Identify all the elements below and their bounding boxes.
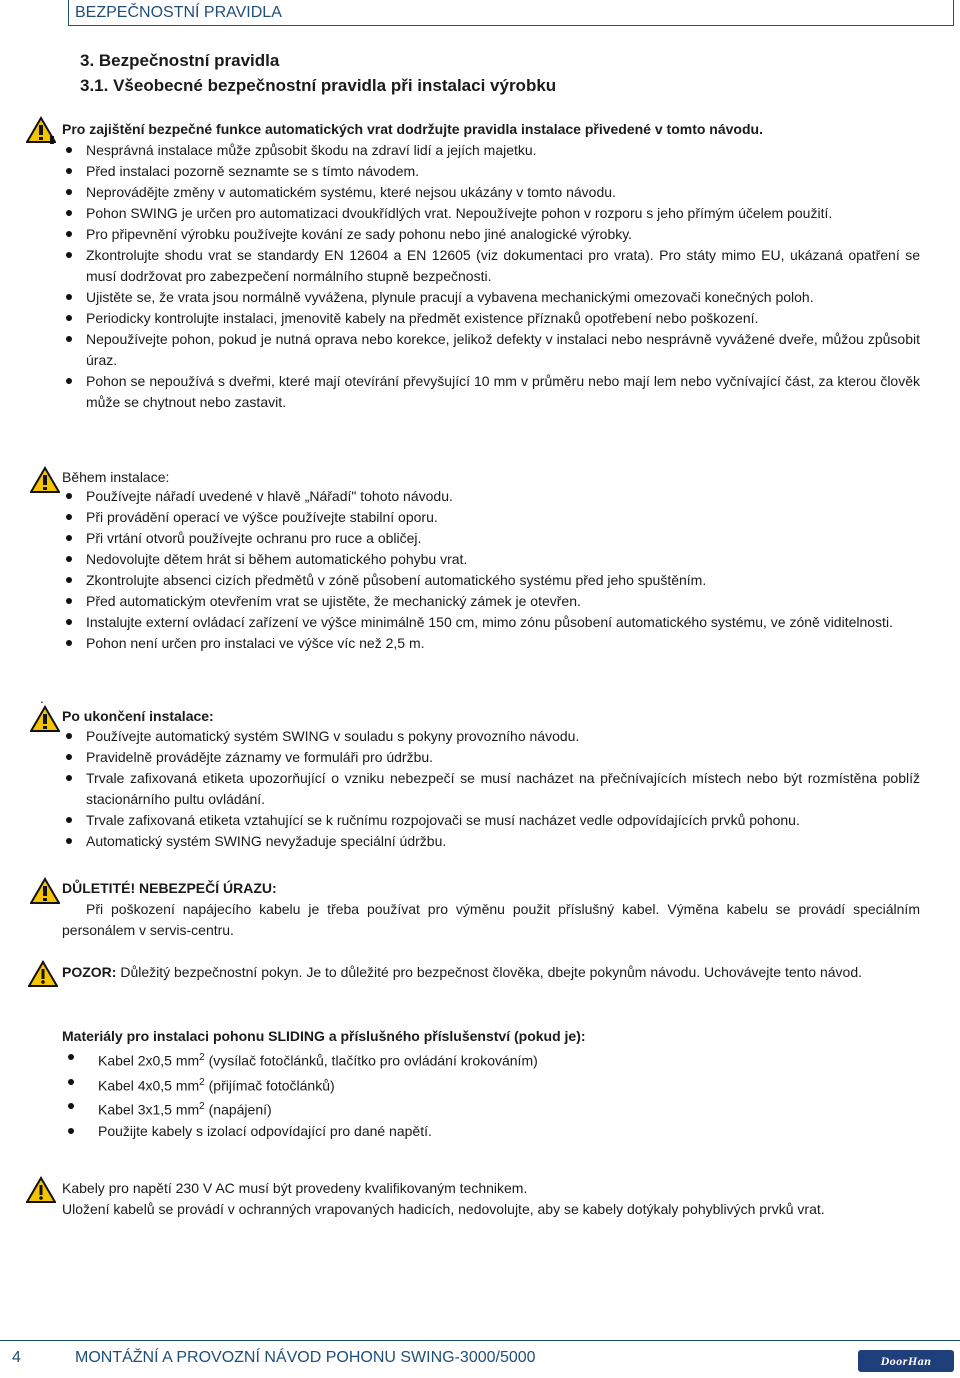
list-item-text: Nedovolujte dětem hrát si během automatického pohybu vrat. [86, 551, 468, 567]
list-item-text: Instalujte externí ovládací zařízení ve výšce minimálně 150 cm, mimo zónu působení automatického systému, ve zóně viditelnosti. [86, 614, 893, 630]
warning-icon [30, 877, 60, 905]
bullet-icon [66, 556, 72, 562]
general-rules-intro: Pro zajištění bezpečné funkce automatických vrat dodržujte pravidla instalace přivedené v tomto návodu. [62, 121, 763, 137]
list-item-text: Pohon není určen pro instalaci ve výšce víc než 2,5 m. [86, 635, 425, 651]
list-item-text: Při provádění operací ve výšce používejte stabilní oporu. [86, 509, 438, 525]
list-item [62, 507, 920, 528]
bullet-icon [66, 577, 72, 583]
after-installation-list [62, 726, 920, 852]
warning-hammer-icon [26, 116, 56, 144]
bullet-icon [66, 640, 72, 646]
bullet-icon [66, 817, 72, 823]
list-item-text: Pro připevnění výrobku používejte kování ze sady pohonu nebo jiné analogické výrobky. [86, 226, 633, 242]
important-text: Při poškození napájecího kabelu je třeba používat pro výměnu použit příslušný kabel. Výměna kabelu se provádí speciálním personálem v servis-centru. [62, 901, 920, 938]
list-item-text: Používejte nářadí uvedené v hlavě „Nářadí" tohoto návodu. [86, 488, 453, 504]
materials-title: Materiály pro instalaci pohonu SLIDING a příslušného příslušenství (pokud je): [62, 1028, 586, 1044]
list-item [62, 1047, 920, 1072]
list-item [62, 768, 920, 810]
bullet-icon [66, 252, 72, 258]
material-text: Kabel 3x1,5 mm [98, 1101, 200, 1118]
caution-label: POZOR: [62, 964, 117, 980]
list-item-text: Trvale zafixovaná etiketa upozorňující o vzniku nebezpečí se musí nacházet na přečnívajících místech nebo být rozmístěna poblíž stacionárního pultu ovládání. [86, 770, 920, 807]
list-item [62, 528, 920, 549]
list-item [62, 570, 920, 591]
list-item [62, 371, 920, 413]
bullet-icon [66, 535, 72, 541]
list-item-text: Periodicky kontrolujte instalaci, jmenovitě kabely na předmět existence příznaků opotřebení nebo poškození. [86, 310, 759, 326]
page-header [0, 0, 960, 30]
list-item-text: Před instalaci pozorně seznamte se s tímto návodem. [86, 163, 420, 179]
list-item [62, 831, 920, 852]
list-item [62, 486, 920, 507]
page-number: 4 [12, 1349, 21, 1366]
important-title: DŮLETITÉ! NEBEZPEČÍ ÚRAZU: [62, 880, 277, 896]
list-item [62, 161, 920, 182]
list-item [62, 747, 920, 768]
list-item [62, 549, 920, 570]
unit-superscript: 2 [199, 1101, 205, 1113]
list-item-text: Používejte automatický systém SWING v souladu s pokyny provozního návodu. [86, 728, 580, 744]
list-item [62, 1096, 920, 1121]
list-item-text: Pohon SWING je určen pro automatizaci dvoukřídlých vrat. Nepoužívejte pohon v rozporu s jeho přímým účelem použití. [86, 205, 833, 221]
footer-title: MONTÁŽNÍ A PROVOZNÍ NÁVOD POHONU SWING-3000/5000 [75, 1349, 536, 1366]
bullet-icon [66, 168, 72, 174]
list-item-text: Při vrtání otvorů používejte ochranu pro ruce a obličej. [86, 530, 422, 546]
bullet-icon [68, 1128, 74, 1134]
bullet-icon [66, 514, 72, 520]
bullet-icon [68, 1079, 74, 1085]
page-footer [0, 1340, 960, 1378]
warning-icon [30, 705, 60, 733]
unit-superscript: 2 [199, 1052, 205, 1063]
material-text: Kabel 2x0,5 mm [98, 1052, 200, 1069]
list-item [62, 1121, 920, 1142]
material-note: (napájení) [204, 1101, 272, 1118]
list-item-text: Neprovádějte změny v automatickém systému, které nejsou ukázány v tomto návodu. [86, 184, 616, 200]
unit-superscript: 2 [199, 1076, 205, 1088]
bullet-icon [66, 775, 72, 781]
list-item [62, 810, 920, 831]
list-item-text: Pravidelně provádějte záznamy ve formuláři pro údržbu. [86, 749, 434, 765]
bullet-icon [66, 754, 72, 760]
list-item [62, 633, 920, 654]
list-item [62, 140, 920, 161]
list-item [62, 612, 920, 633]
bullet-icon [66, 294, 72, 300]
chapter-heading: 3. Bezpečnostní pravidla [80, 51, 280, 70]
list-item [62, 591, 920, 612]
bullet-icon [66, 315, 72, 321]
material-note: (vysílač fotočlánků, tlačítko pro ovládání krokováním) [204, 1052, 538, 1069]
caution-text [62, 962, 920, 983]
list-item [62, 224, 920, 245]
exclamation-warning-icon [28, 960, 58, 988]
section-headings [80, 48, 556, 98]
list-item [62, 726, 920, 747]
list-item-text: Automatický systém SWING nevyžaduje speciální údržbu. [86, 833, 447, 849]
materials-list [62, 1047, 920, 1142]
bullet-icon [66, 147, 72, 153]
list-item-text: Nepoužívejte pohon, pokud je nutná oprava nebo korekce, jelikož defekty v instalaci nebo nesprávně vyvážené dveře, můžou způsobit úraz. [86, 331, 920, 368]
bullet-icon [66, 378, 72, 384]
footer-divider [0, 1340, 960, 1341]
bullet-icon [66, 733, 72, 739]
bullet-icon [66, 598, 72, 604]
list-item-text: Ujistěte se, že vrata jsou normálně vyváženа, plynule pracují a vybavena mechanickými omezovači konečných poloh. [86, 289, 814, 305]
bullet-icon [68, 1054, 74, 1060]
subchapter-heading: 3.1. Všeobecné bezpečnostní pravidla při instalaci výrobku [80, 76, 557, 95]
list-item [62, 1072, 920, 1097]
list-item-text: Nesprávná instalace může způsobit škodu na zdraví lidí a jejích majetku. [86, 142, 537, 158]
cables-line-1: Kabely pro napětí 230 V AC musí být provedeny kvalifikovaným technikem. [62, 1180, 528, 1196]
material-text: Použijte kabely s izolací odpovídající pro dané napětí. [98, 1122, 432, 1139]
list-item [62, 308, 920, 329]
list-item [62, 287, 920, 308]
stray-mark: . [40, 690, 44, 706]
list-item [62, 329, 920, 371]
general-rules-list [62, 140, 920, 413]
list-item-text: Pohon se nepoužívá s dveřmi, které mají otevírání převyšující 10 mm v průměru nebo mají lem nebo vyčnívající část, za kterou člověk může se chytnout nebo zastavit. [86, 373, 920, 410]
cables-line-2: Uložení kabelů se provádí v ochranných vrapovaných hadicích, nedovolujte, aby se kabely dotýkaly pohyblivých prvků vrat. [62, 1201, 825, 1217]
bullet-icon [66, 838, 72, 844]
list-item [62, 182, 920, 203]
header-title: BEZPEČNOSTNÍ PRAVIDLA [75, 4, 282, 21]
caution-body: Důležitý bezpečnostní pokyn. Je to důležité pro bezpečnost člověka, dbejte pokynům návodu. Uchovávejte tento návod. [116, 964, 863, 980]
doorhan-logo: DoorHan [858, 1350, 954, 1372]
warning-icon [30, 466, 60, 494]
bullet-icon [66, 210, 72, 216]
during-installation-list [62, 486, 920, 654]
after-installation-title: Po ukončení instalace: [62, 708, 214, 724]
bullet-icon [68, 1103, 74, 1109]
bullet-icon [66, 619, 72, 625]
bullet-icon [66, 336, 72, 342]
list-item-text: Před automatickým otevřením vrat se ujistěte, že mechanický zámek je otevřen. [86, 593, 581, 609]
list-item [62, 203, 920, 224]
list-item-text: Zkontrolujte shodu vrat se standardy EN 12604 a EN 12605 (viz dokumentaci pro vrata). Pro státy mimo EU, ukázaná opatření se musí dodržovat pro zabezpečení normálního stupně bezpečnosti. [86, 247, 920, 284]
list-item [62, 245, 920, 287]
list-item-text: Zkontrolujte absenci cizích předmětů v zóně působení automatického systému před jeho spuštěním. [86, 572, 707, 588]
bullet-icon [66, 493, 72, 499]
material-text: Kabel 4x0,5 mm [98, 1077, 200, 1094]
bullet-icon [66, 189, 72, 195]
list-item-text: Trvale zafixovaná etiketa vztahující se k ručnímu rozpojovači se musí nacházet vedle odpovídajících prvků pohonu. [86, 812, 800, 828]
bullet-icon [66, 231, 72, 237]
material-note: (přijímač fotočlánků) [204, 1077, 335, 1094]
during-installation-title: Během instalace: [62, 469, 170, 485]
